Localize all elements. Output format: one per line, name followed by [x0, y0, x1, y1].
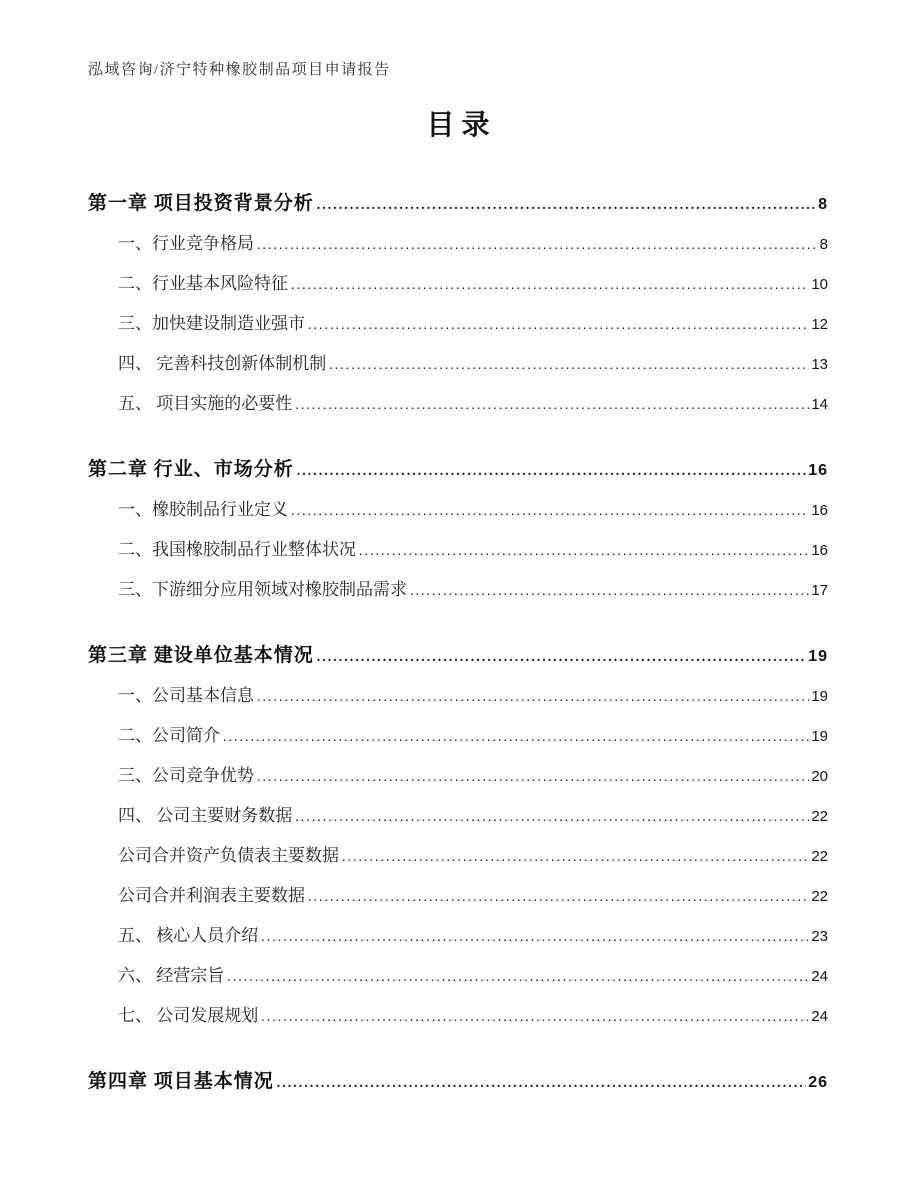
table-of-contents [88, 184, 828, 1102]
running-header: 泓域咨询/济宁特种橡胶制品项目申请报告 [88, 62, 391, 78]
toc-item-row[interactable] [88, 796, 828, 836]
dot-leader [277, 1064, 806, 1104]
page-number: 8 [819, 236, 828, 253]
page-number: 19 [811, 728, 828, 745]
toc-item-row[interactable] [88, 304, 828, 344]
toc-section [88, 1062, 828, 1102]
page-number: 16 [811, 542, 828, 559]
page-number: 17 [811, 582, 828, 599]
toc-entry-label: 一、行业竞争格局 [118, 234, 254, 253]
toc-item-row[interactable] [88, 876, 828, 916]
toc-entry-label: 五、 核心人员介绍 [118, 926, 259, 945]
toc-entry-label: 第三章 建设单位基本情况 [88, 645, 314, 666]
toc-item-row[interactable] [88, 224, 828, 264]
toc-entry-label: 二、我国橡胶制品行业整体状况 [118, 540, 356, 559]
dot-leader [342, 838, 809, 878]
toc-entry-label: 公司合并资产负债表主要数据 [118, 846, 339, 865]
page-number: 12 [811, 316, 828, 333]
page-number: 26 [808, 1074, 828, 1091]
toc-entry-label: 三、加快建设制造业强市 [118, 314, 305, 333]
toc-item-row[interactable] [88, 384, 828, 424]
toc-entry-label: 三、下游细分应用领域对橡胶制品需求 [118, 580, 407, 599]
toc-entry-label: 第四章 项目基本情况 [88, 1071, 274, 1092]
toc-item-row[interactable] [88, 264, 828, 304]
toc-item-row[interactable] [88, 996, 828, 1036]
toc-entry-label: 第二章 行业、市场分析 [88, 459, 294, 480]
page-number: 24 [811, 968, 828, 985]
dot-leader [329, 346, 809, 386]
dot-leader [223, 718, 809, 758]
toc-chapter-row[interactable] [88, 450, 828, 490]
toc-section [88, 450, 828, 610]
page-number: 14 [811, 396, 828, 413]
page-number: 19 [808, 648, 828, 665]
page-number: 10 [811, 276, 828, 293]
toc-item-row[interactable] [88, 570, 828, 610]
toc-item-row[interactable] [88, 956, 828, 996]
toc-chapter-row[interactable] [88, 184, 828, 224]
page-number: 22 [811, 848, 828, 865]
toc-entry-label: 三、公司竞争优势 [118, 766, 254, 785]
page-number: 24 [811, 1008, 828, 1025]
dot-leader [257, 226, 818, 266]
dot-leader [308, 878, 809, 918]
toc-entry-label: 六、 经营宗旨 [118, 966, 225, 985]
toc-section [88, 636, 828, 1036]
toc-item-row[interactable] [88, 490, 828, 530]
page-number: 13 [811, 356, 828, 373]
dot-leader [317, 638, 806, 678]
toc-item-row[interactable] [88, 836, 828, 876]
dot-leader [317, 186, 816, 226]
toc-item-row[interactable] [88, 676, 828, 716]
page-number: 8 [818, 196, 828, 213]
toc-item-row[interactable] [88, 530, 828, 570]
page-number: 22 [811, 888, 828, 905]
toc-entry-label: 四、 完善科技创新体制机制 [118, 354, 327, 373]
dot-leader [257, 678, 809, 718]
toc-item-row[interactable] [88, 716, 828, 756]
toc-entry-label: 一、公司基本信息 [118, 686, 254, 705]
toc-entry-label: 二、公司简介 [118, 726, 220, 745]
dot-leader [410, 572, 809, 612]
dot-leader [359, 532, 809, 572]
dot-leader [257, 758, 809, 798]
dot-leader [291, 266, 809, 306]
toc-entry-label: 二、行业基本风险特征 [118, 274, 288, 293]
dot-leader [291, 492, 809, 532]
toc-item-row[interactable] [88, 344, 828, 384]
page-number: 23 [811, 928, 828, 945]
page-number: 20 [811, 768, 828, 785]
toc-entry-label: 一、橡胶制品行业定义 [118, 500, 288, 519]
page-number: 16 [808, 462, 828, 479]
page-number: 16 [811, 502, 828, 519]
dot-leader [261, 918, 809, 958]
toc-title: 目录 [426, 110, 497, 141]
toc-section [88, 184, 828, 424]
toc-chapter-row[interactable] [88, 636, 828, 676]
toc-chapter-row[interactable] [88, 1062, 828, 1102]
toc-entry-label: 七、 公司发展规划 [118, 1006, 259, 1025]
dot-leader [295, 798, 809, 838]
page-number: 19 [811, 688, 828, 705]
dot-leader [297, 452, 806, 492]
toc-entry-label: 公司合并利润表主要数据 [118, 886, 305, 905]
dot-leader [227, 958, 809, 998]
toc-entry-label: 五、 项目实施的必要性 [118, 394, 293, 413]
page-number: 22 [811, 808, 828, 825]
toc-entry-label: 第一章 项目投资背景分析 [88, 193, 314, 214]
toc-item-row[interactable] [88, 916, 828, 956]
toc-item-row[interactable] [88, 756, 828, 796]
dot-leader [261, 998, 809, 1038]
dot-leader [308, 306, 809, 346]
toc-entry-label: 四、 公司主要财务数据 [118, 806, 293, 825]
dot-leader [295, 386, 809, 426]
